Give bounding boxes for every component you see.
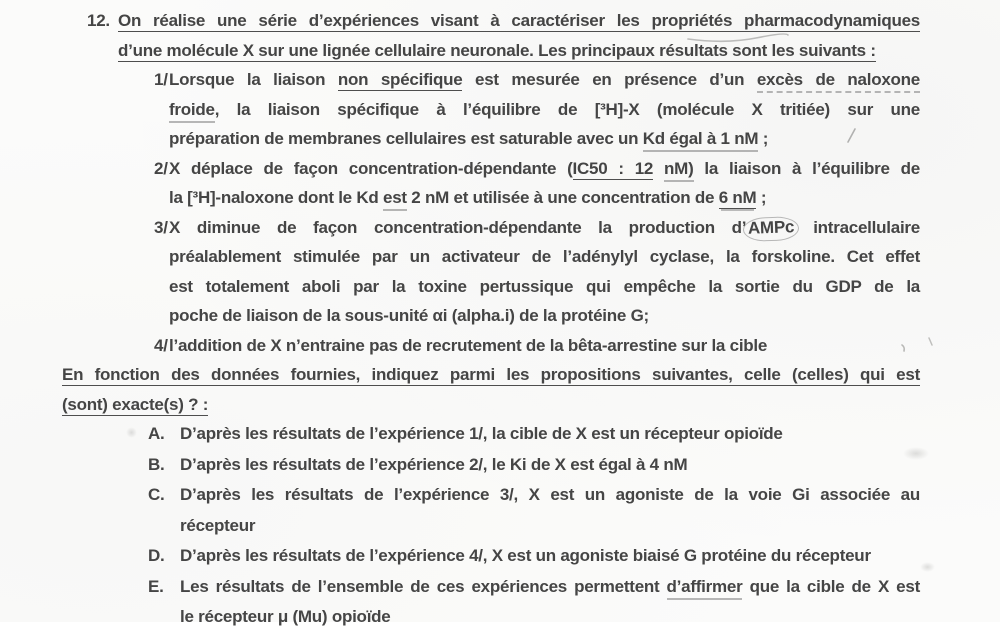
text-segment: poche de liaison de la sous-unité αi (alpha.i) de la protéine G; xyxy=(169,306,649,325)
option-d xyxy=(148,541,920,572)
text-segment: X diminue de façon concentration-dépendante la production d’ xyxy=(169,217,747,237)
item-4-line-1 xyxy=(154,331,920,361)
item-marker: 4/ xyxy=(154,335,168,355)
text-segment: Les résultats de l’ensemble de ces expériences permettent xyxy=(180,576,667,596)
underlined-segment: En fonction des données fournies, indiquez parmi les propositions suivantes, celle (celles) qui est xyxy=(62,365,920,384)
question-intro-line-1 xyxy=(87,6,920,36)
item-2-line-1 xyxy=(154,154,920,184)
text-segment: est totalement aboli par la toxine pertussique qui empêche la sortie du GDP de la xyxy=(169,276,920,296)
dashed-pencil-segment: excès de naloxone xyxy=(757,70,920,93)
text-segment xyxy=(653,159,664,178)
option-e-line-1 xyxy=(148,572,920,603)
text-segment: que la cible de X est xyxy=(742,576,920,596)
text-segment: D’après les résultats de l’expérience 4/, X est un agoniste biaisé G protéine du récepteur xyxy=(180,546,871,565)
option-letter: C. xyxy=(148,485,165,504)
underlined-segment: IC50 : 12 xyxy=(572,158,654,178)
item-marker: 2/ xyxy=(154,158,168,178)
pencil-underline-segment: d’affirmer xyxy=(667,577,743,600)
item-3-line-1 xyxy=(154,213,920,243)
text-segment: est mesurée en présence d’un xyxy=(462,70,757,89)
underlined-segment: non spécifique xyxy=(337,70,463,89)
underlined-segment: On réalise une série d’expériences visant à caractériser les propriétés pharmacodynamiques xyxy=(118,11,920,30)
underlined-segment: (sont) exacte(s) ? : xyxy=(62,394,209,414)
item-1-line-1 xyxy=(154,65,921,95)
option-c-line-2 xyxy=(180,511,920,542)
item-1-line-3 xyxy=(169,124,920,154)
text-segment: ; xyxy=(756,188,767,207)
item-2-line-2 xyxy=(169,183,920,213)
underlined-segment: d’une molécule X sur une lignée cellulaire neuronale. Les principaux résultats sont les suivants : xyxy=(118,40,876,60)
pencil-circled-segment: AMPc xyxy=(743,216,800,242)
scan-smudge xyxy=(920,562,935,572)
item-1-line-2 xyxy=(169,95,920,125)
text-segment: Lorsque la liaison xyxy=(169,70,338,89)
closing-question-line-1 xyxy=(62,360,920,390)
item-3-line-3 xyxy=(169,272,920,302)
item-marker: 1/ xyxy=(154,70,168,89)
text-segment: X déplace de façon concentration-dépendante ( xyxy=(169,158,573,178)
pencil-underline-segment: nM) xyxy=(664,159,693,182)
item-3-line-4 xyxy=(169,301,920,331)
option-letter: D. xyxy=(148,546,165,565)
text-segment: 2 nM et utilisée à une concentration de xyxy=(406,188,719,207)
text-segment: préparation de membranes cellulaires est saturable avec un xyxy=(169,129,643,148)
text-segment: la [³H]-naloxone dont le Kd xyxy=(169,188,383,207)
text-segment: préalablement stimulée par un activateur de l’adénylyl cyclase, la forskoline. Cet effet xyxy=(169,247,920,266)
question-number: 12. xyxy=(87,11,110,30)
option-e-line-2 xyxy=(180,602,920,633)
text-segment: , la liaison spécifique à l’équilibre de [³H]-X (molécule X tritiée) sur une xyxy=(214,99,920,119)
text-segment: D’après les résultats de l’expérience 2/, le Ki de X est égal à 4 nM xyxy=(180,454,688,474)
option-letter: E. xyxy=(148,576,164,596)
option-letter: A. xyxy=(148,424,165,443)
pencil-underline-segment: froide xyxy=(169,100,215,123)
option-b xyxy=(148,450,920,481)
pencil-underline-segment: Kd égal à 1 nM xyxy=(643,129,759,152)
text-segment: D’après les résultats de l’expérience 3/, X est un agoniste de la voie Gi associée au xyxy=(180,485,920,504)
closing-question-line-2 xyxy=(62,390,920,420)
text-segment: la liaison à l’équilibre de xyxy=(693,158,920,178)
item-3-line-2 xyxy=(169,242,920,272)
text-segment: intracellulaire xyxy=(796,217,920,237)
item-marker: 3/ xyxy=(154,217,168,237)
option-letter: B. xyxy=(148,454,165,474)
scan-smudge xyxy=(126,427,137,438)
option-a xyxy=(148,419,920,450)
text-segment: D’après les résultats de l’expérience 1/, la cible de X est un récepteur opioïde xyxy=(180,424,783,443)
pencil-underline-segment: est xyxy=(383,188,407,211)
text-segment: le récepteur μ (Mu) opioïde xyxy=(180,607,391,626)
text-segment: ; xyxy=(758,129,769,148)
text-segment: l’addition de X n’entraine pas de recrutement de la bêta-arrestine sur la cible xyxy=(169,335,768,355)
question-intro-line-2 xyxy=(118,36,920,66)
text-segment: récepteur xyxy=(180,515,256,535)
option-c-line-1 xyxy=(148,480,920,511)
underlined-segment: 6 nM xyxy=(718,188,757,207)
